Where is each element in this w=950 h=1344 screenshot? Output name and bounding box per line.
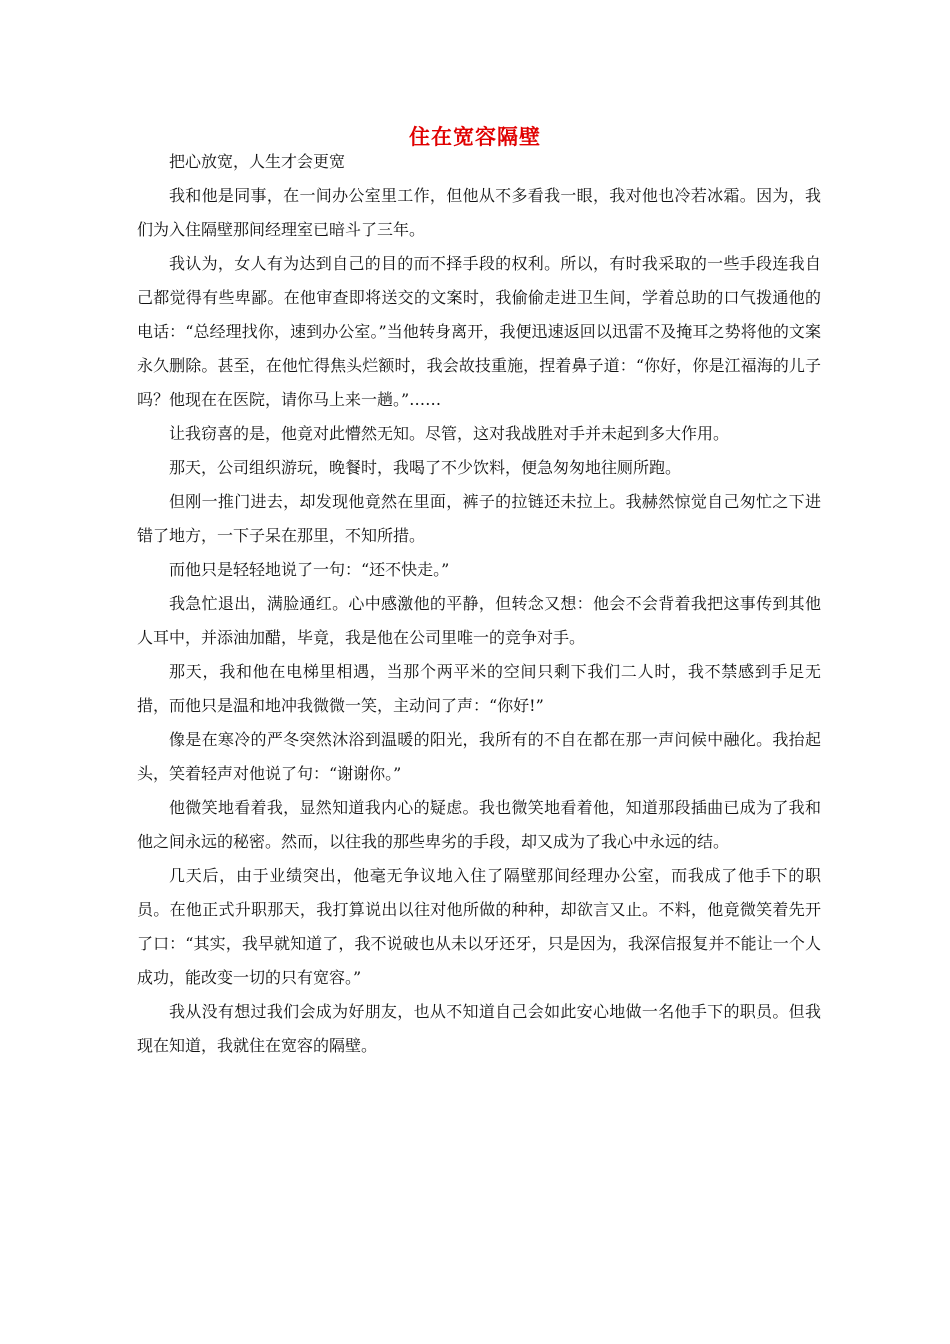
paragraph: 让我窃喜的是，他竟对此懵然无知。尽管，这对我战胜对手并未起到多大作用。	[169, 424, 730, 443]
document-title: 住在宽容隔壁	[409, 124, 541, 149]
paragraph: 那天，我和他在电梯里相遇，当那个两平米的空间只剩下我们二人时，我不禁感到手足无措，而他只是温和地冲我微微一笑，主动问了声：“你好!”	[137, 662, 821, 715]
paragraph: 把心放宽，人生才会更宽	[169, 152, 346, 171]
paragraph: 我认为，女人有为达到自己的目的而不择手段的权利。所以，有时我采取的一些手段连我自己都觉得有些卑鄙。在他审查即将送交的文案时，我偷偷走进卫生间，学着总助的口气拨通他的电话：“总经理找你，速到办公室。”当他转身离开，我便迅速返回以迅雷不及掩耳之势将他的文案永久删除。甚至，在他忙得焦头烂额时，我会故技重施，捏着鼻子道：“你好，你是江福海的儿子吗？他现在在医院，请你马上来一趟。”……	[137, 254, 821, 409]
paragraph: 他微笑地看着我，显然知道我内心的疑虑。我也微笑地看着他，知道那段插曲已成为了我和他之间永远的秘密。然而，以往我的那些卑劣的手段，却又成为了我心中永远的结。	[137, 798, 821, 851]
paragraph: 我急忙退出，满脸通红。心中感激他的平静，但转念又想：他会不会背着我把这事传到其他人耳中，并添油加醋，毕竟，我是他在公司里唯一的竞争对手。	[137, 594, 821, 647]
paragraph: 而他只是轻轻地说了一句：“还不快走。”	[169, 560, 450, 579]
document-body	[137, 145, 821, 1063]
paragraph: 几天后，由于业绩突出，他毫无争议地入住了隔壁那间经理办公室，而我成了他手下的职员。在他正式升职那天，我打算说出以往对他所做的种种，却欲言又止。不料，他竟微笑着先开了口：“其实，我早就知道了，我不说破也从未以牙还牙，只是因为，我深信报复并不能让一个人成功，能改变一切的只有宽容。”	[137, 866, 821, 987]
paragraph: 但刚一推门进去，却发现他竟然在里面，裤子的拉链还未拉上。我赫然惊觉自己匆忙之下进错了地方，一下子呆在那里，不知所措。	[137, 492, 821, 545]
paragraph: 像是在寒冷的严冬突然沐浴到温暖的阳光，我所有的不自在都在那一声问候中融化。我抬起头，笑着轻声对他说了句：“谢谢你。”	[137, 730, 821, 783]
paragraph: 那天，公司组织游玩，晚餐时，我喝了不少饮料，便急匆匆地往厕所跑。	[169, 458, 682, 477]
paragraph: 我和他是同事，在一间办公室里工作，但他从不多看我一眼，我对他也冷若冰霜。因为，我们为入住隔壁那间经理室已暗斗了三年。	[137, 186, 821, 239]
paragraph: 我从没有想过我们会成为好朋友，也从不知道自己会如此安心地做一名他手下的职员。但我现在知道，我就住在宽容的隔壁。	[137, 1002, 821, 1055]
